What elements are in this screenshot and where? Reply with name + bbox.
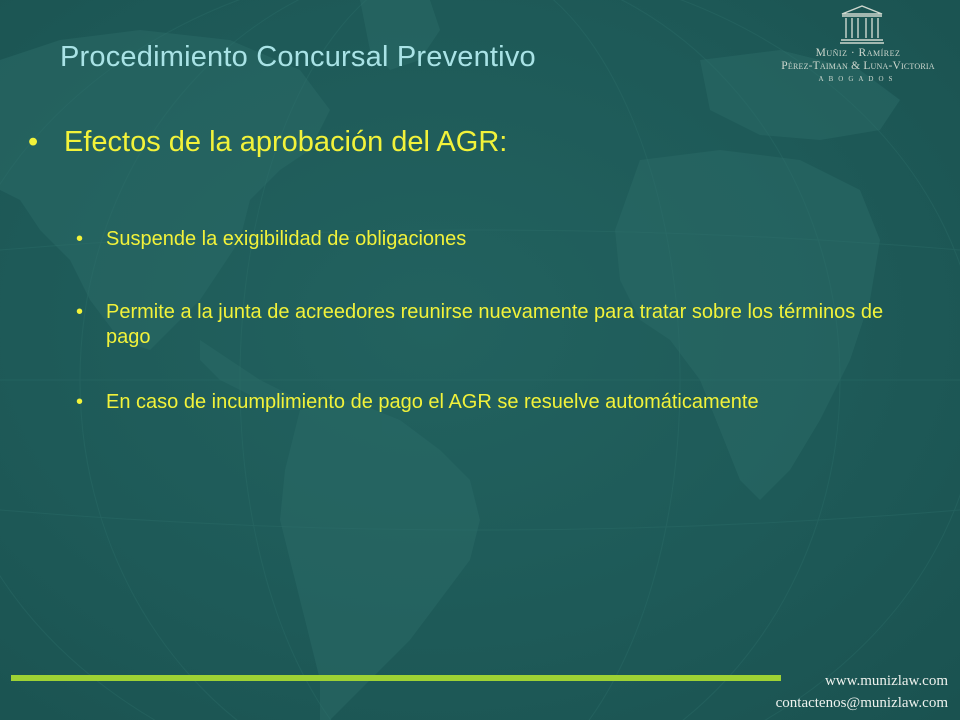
- bullet-symbol: •: [76, 301, 84, 323]
- bullet-symbol: •: [76, 228, 84, 250]
- logo-firm-name-line2: Pérez-Taiman & Luna-Victoria: [781, 60, 935, 72]
- logo-firm-name-line1: Muñiz · Ramírez: [815, 47, 901, 59]
- footer-divider-bar: [11, 675, 781, 681]
- building-columns-icon: [839, 4, 885, 46]
- sub-bullet-list: [76, 227, 896, 415]
- bullet-symbol: •: [28, 126, 39, 158]
- firm-logo: [768, 4, 948, 90]
- slide-title: Procedimiento Concursal Preventivo: [60, 41, 536, 73]
- sub-bullet-text: Suspende la exigibilidad de obligaciones: [106, 228, 467, 250]
- bullet-symbol: •: [76, 391, 84, 413]
- footer-contact: [776, 670, 948, 714]
- main-bullet: [28, 126, 507, 159]
- footer-email-link[interactable]: contactenos@munizlaw.com: [775, 695, 948, 711]
- logo-tagline: ABOGADOS: [818, 75, 898, 83]
- sub-bullet-text: En caso de incumplimiento de pago el AGR se resuelve automáticamente: [106, 391, 759, 413]
- footer-website-link[interactable]: www.munizlaw.com: [824, 673, 948, 689]
- sub-bullet-text: Permite a la junta de acreedores reunirse nuevamente para tratar sobre los términos de pago: [106, 301, 884, 348]
- sub-bullet-item: [76, 300, 896, 350]
- main-bullet-text: Efectos de la aprobación del AGR:: [64, 126, 508, 158]
- sub-bullet-item: [76, 227, 896, 252]
- sub-bullet-item: [76, 390, 896, 415]
